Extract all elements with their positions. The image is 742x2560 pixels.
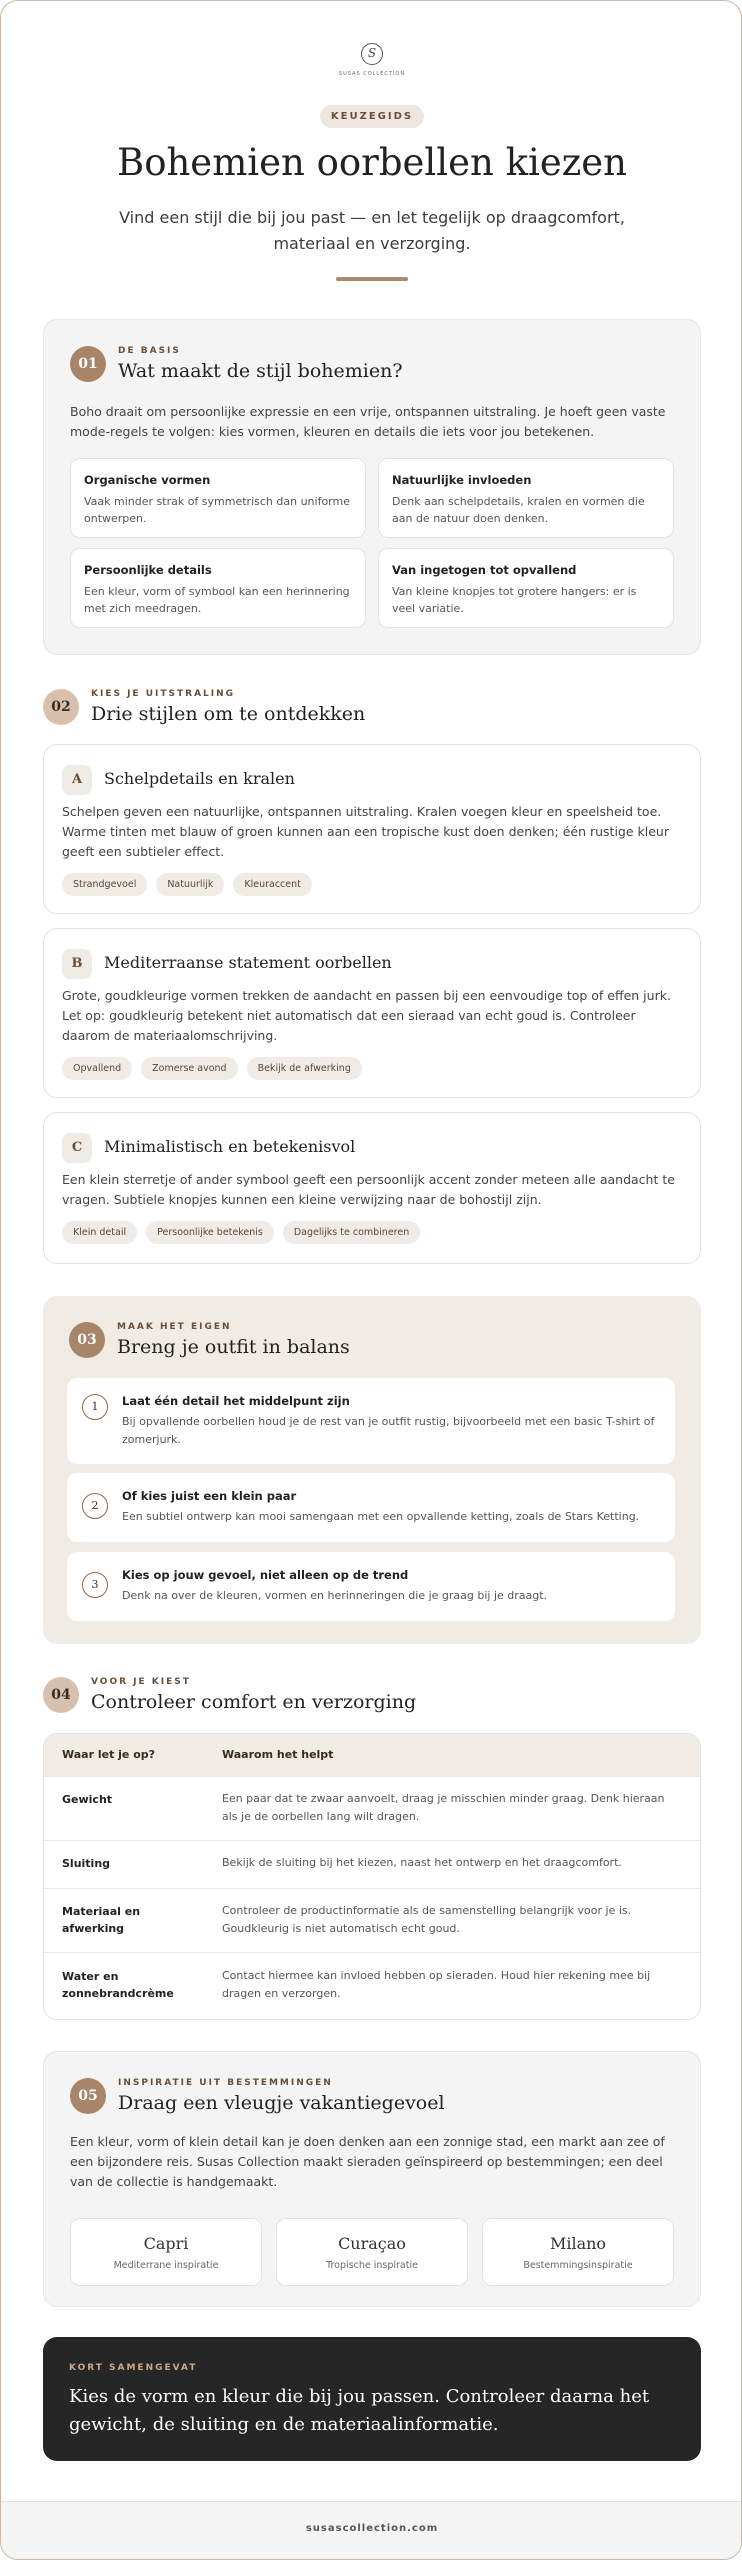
style-card-a bbox=[43, 744, 701, 914]
feature-text: Vaak minder strak of symmetrisch dan uniforme ontwerpen. bbox=[84, 495, 350, 525]
style-card-b bbox=[43, 928, 701, 1098]
style-letter-badge: B bbox=[62, 949, 92, 979]
page-subtitle: Vind een stijl die bij jou past — en let tegelijk op draagcomfort, materiaal en verzorging. bbox=[119, 208, 625, 253]
row-key: Water en zonnebrandcrème bbox=[62, 1970, 174, 2000]
style-title: Mediterraanse statement oorbellen bbox=[104, 953, 392, 972]
section-eyebrow: INSPIRATIE UIT BESTEMMINGEN bbox=[118, 2078, 333, 2088]
feature-text: Denk aan schelpdetails, kralen en vormen die aan de natuur doen denken. bbox=[392, 495, 645, 525]
section-intro: Boho draait om persoonlijke expressie en een vrije, ontspannen uitstraling. Je hoeft geen vaste mode-regels te volgen: kies vormen, kleuren en details die iets voor jou betekenen. bbox=[70, 404, 666, 439]
step-item bbox=[67, 1473, 675, 1542]
step-item bbox=[67, 1378, 675, 1464]
section-number-badge: 01 bbox=[70, 346, 106, 382]
style-text: Schelpen geven een natuurlijke, ontspannen uitstraling. Kralen voegen kleur en speelsheid toe. Warme tinten met blauw of groen kunnen aan een tropische kust doen denken; één rustige kleur geeft een subtieler effect. bbox=[62, 804, 669, 859]
destination-card-capri bbox=[70, 2218, 262, 2286]
destination-card-curacao bbox=[276, 2218, 468, 2286]
destination-name: Curaçao bbox=[338, 2234, 406, 2253]
style-text: Grote, goudkleurige vormen trekken de aandacht en passen bij een eenvoudige top of effen jurk. Let op: goudkleurig betekent niet automatisch dat een sieraad van echt goud is. Controleer daarom de materiaalomschrijving. bbox=[62, 988, 671, 1043]
section-eyebrow: MAAK HET EIGEN bbox=[117, 1322, 232, 1332]
section-number-badge: 04 bbox=[43, 1677, 79, 1713]
section-header-styles bbox=[43, 689, 365, 725]
row-key: Sluiting bbox=[62, 1857, 111, 1870]
step-item bbox=[67, 1552, 675, 1621]
style-text: Een klein sterretje of ander symbool geeft een persoonlijk accent zonder meteen alle aandacht te vragen. Subtiele knopjes kunnen een kleine verwijzing naar de bohostijl zijn. bbox=[62, 1172, 675, 1207]
guide-badge: KEUZEGIDS bbox=[320, 105, 424, 128]
tag-chip: Zomerse avond bbox=[141, 1057, 237, 1080]
section-title: Wat maakt de stijl bohemien? bbox=[118, 360, 403, 382]
destination-card-milano bbox=[482, 2218, 674, 2286]
style-title: Minimalistisch en betekenisvol bbox=[104, 1137, 356, 1156]
section-basis bbox=[43, 319, 701, 655]
style-letter-badge: A bbox=[62, 765, 92, 795]
feature-title: Persoonlijke details bbox=[84, 563, 212, 577]
tag-chip: Bekijk de afwerking bbox=[247, 1057, 362, 1080]
tag-chip: Kleuraccent bbox=[233, 873, 312, 896]
tag-list bbox=[62, 1057, 362, 1080]
style-letter-badge: C bbox=[62, 1133, 92, 1163]
tag-chip: Dagelijks te combineren bbox=[283, 1221, 420, 1244]
table-row bbox=[44, 1840, 701, 1888]
step-number: 1 bbox=[82, 1394, 108, 1420]
section-eyebrow: VOOR JE KIEST bbox=[91, 1677, 191, 1687]
row-value: Een paar dat te zwaar aanvoelt, draag je misschien minder graag. Denk hieraan als je de oorbellen lang wilt dragen. bbox=[222, 1792, 665, 1823]
destination-label: Tropische inspiratie bbox=[326, 2260, 418, 2271]
step-number: 2 bbox=[82, 1493, 108, 1519]
section-title: Drie stijlen om te ontdekken bbox=[91, 703, 366, 725]
section-title: Controleer comfort en verzorging bbox=[91, 1691, 417, 1713]
step-text: Bij opvallende oorbellen houd je de rest van je outfit rustig, bijvoorbeeld met een basic T-shirt of zomerjurk. bbox=[122, 1415, 655, 1446]
destination-label: Bestemmingsinspiratie bbox=[523, 2260, 633, 2271]
step-title: Kies op jouw gevoel, niet alleen op de trend bbox=[122, 1568, 409, 1582]
row-key: Gewicht bbox=[62, 1793, 113, 1806]
tag-chip: Natuurlijk bbox=[156, 873, 224, 896]
logo-mark-icon bbox=[361, 43, 383, 65]
row-value: Bekijk de sluiting bij het kiezen, naast het ontwerp en het draagcomfort. bbox=[222, 1856, 622, 1869]
tag-list bbox=[62, 873, 312, 896]
destination-label: Mediterrane inspiratie bbox=[113, 2260, 219, 2271]
section-eyebrow: DE BASIS bbox=[118, 346, 181, 356]
step-title: Laat één detail het middelpunt zijn bbox=[122, 1394, 350, 1408]
title-divider bbox=[336, 277, 408, 281]
table-row bbox=[44, 1888, 701, 1952]
feature-title: Organische vormen bbox=[84, 473, 211, 487]
section-header-comfort bbox=[43, 1677, 416, 1713]
table-header bbox=[44, 1734, 701, 1776]
feature-card bbox=[378, 458, 674, 538]
feature-title: Van ingetogen tot opvallend bbox=[392, 563, 577, 577]
table-row bbox=[44, 1952, 701, 2020]
feature-title: Natuurlijke invloeden bbox=[392, 473, 532, 487]
section-number-badge: 05 bbox=[70, 2078, 106, 2114]
tag-chip: Strandgevoel bbox=[62, 873, 147, 896]
section-title: Draag een vleugje vakantiegevoel bbox=[118, 2092, 445, 2114]
summary-box bbox=[43, 2337, 701, 2461]
section-header bbox=[70, 2078, 445, 2114]
section-inspiration bbox=[43, 2051, 701, 2307]
section-balance bbox=[43, 1296, 701, 1644]
row-value: Controleer de productinformatie als de samenstelling belangrijk voor je is. Goudkleurig is niet automatisch echt goud. bbox=[222, 1904, 632, 1935]
column-header: Waar let je op? bbox=[62, 1748, 156, 1761]
section-number-badge: 02 bbox=[43, 689, 79, 725]
step-text: Denk na over de kleuren, vormen en herinneringen die je graag bij je draagt. bbox=[122, 1589, 548, 1602]
row-value: Contact hiermee kan invloed hebben op sieraden. Houd hier rekening mee bij dragen en verzorgen. bbox=[222, 1969, 651, 2000]
destination-name: Milano bbox=[549, 2234, 607, 2253]
feature-card bbox=[70, 548, 366, 628]
tag-list bbox=[62, 1221, 420, 1244]
section-intro: Een kleur, vorm of klein detail kan je doen denken aan een zonnige stad, een markt aan zee of een bijzondere reis. Susas Collection maakt sieraden geïnspireerd op bestemmingen; een deel van de collectie is handgemaakt. bbox=[70, 2134, 665, 2189]
page-title: Bohemien oorbellen kiezen bbox=[117, 141, 627, 184]
column-header: Waarom het helpt bbox=[222, 1748, 334, 1761]
style-title: Schelpdetails en kralen bbox=[104, 769, 295, 788]
row-key: Materiaal en afwerking bbox=[62, 1905, 141, 1935]
section-header bbox=[70, 346, 403, 382]
table-row bbox=[44, 1776, 701, 1840]
section-number-badge: 03 bbox=[69, 1322, 105, 1358]
tag-chip: Opvallend bbox=[62, 1057, 132, 1080]
step-text: Een subtiel ontwerp kan mooi samengaan met een opvallende ketting, zoals de Stars Ketting. bbox=[122, 1510, 640, 1523]
style-card-c bbox=[43, 1112, 701, 1264]
brand-logo[interactable] bbox=[1, 43, 742, 77]
feature-text: Van kleine knopjes tot grotere hangers: er is veel variatie. bbox=[392, 585, 637, 615]
step-number: 3 bbox=[82, 1572, 108, 1598]
footer-link[interactable]: susascollection.com bbox=[305, 2523, 439, 2534]
feature-card bbox=[70, 458, 366, 538]
feature-text: Een kleur, vorm of symbool kan een herinnering met zich meedragen. bbox=[84, 585, 350, 615]
destination-name: Capri bbox=[143, 2234, 189, 2253]
tag-chip: Klein detail bbox=[62, 1221, 137, 1244]
section-header bbox=[69, 1322, 350, 1358]
section-title: Breng je outfit in balans bbox=[117, 1336, 350, 1358]
logo-text: SUSAS COLLECTION bbox=[338, 71, 406, 77]
section-eyebrow: KIES JE UITSTRALING bbox=[91, 689, 236, 699]
feature-card bbox=[378, 548, 674, 628]
comfort-table bbox=[43, 1733, 701, 2020]
tag-chip: Persoonlijke betekenis bbox=[146, 1221, 274, 1244]
summary-text: Kies de vorm en kleur die bij jou passen. Controleer daarna het gewicht, de sluiting en de materiaalinformatie. bbox=[69, 2386, 650, 2435]
summary-eyebrow: KORT SAMENGEVAT bbox=[69, 2363, 198, 2373]
step-title: Of kies juist een klein paar bbox=[122, 1489, 297, 1503]
footer bbox=[1, 2501, 742, 2560]
